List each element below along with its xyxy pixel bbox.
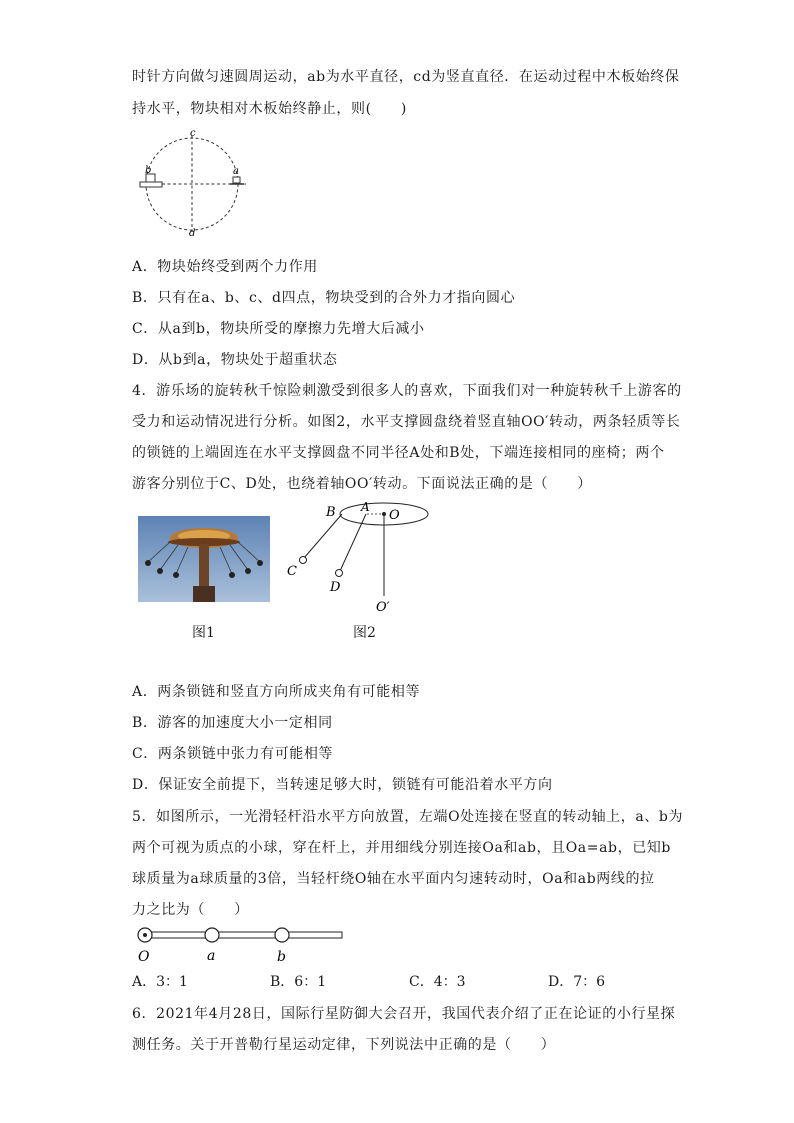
figure-2-caption: 图2 (353, 625, 376, 641)
q3-option-a: A．物块始终受到两个力作用 (132, 259, 318, 275)
q5-option-d: D．7：6 (548, 974, 606, 990)
q4-text-line-1: 4．游乐场的旋转秋千惊险刺激受到很多人的喜欢，下面我们对一种旋转秋千上游客的 (132, 383, 682, 399)
point-d (336, 570, 343, 577)
swing-ride-photo (138, 516, 270, 602)
label-a: a (233, 166, 239, 177)
q6-text-line-2: 测任务。关于开普勒行星运动定律，下列说法中正确的是（ ） (132, 1037, 556, 1053)
q5-option-a: A．3：1 (132, 974, 188, 990)
label-fig2-O-prime: O′ (376, 600, 390, 615)
q3-text-line-1: 时针方向做匀速圆周运动，ab为水平直径，cd为竖直直径．在运动过程中木板始终保 (132, 69, 680, 85)
q4-text-line-2: 受力和运动情况进行分析。如图2，水平支撑圆盘绕着竖直轴OO′转动，两条轻质等长 (132, 414, 681, 430)
board-left (140, 182, 162, 187)
figure-1-caption: 图1 (192, 625, 215, 641)
q3-option-c: C．从a到b，物块所受的摩擦力先增大后减小 (132, 321, 425, 337)
q3-circle-diagram (136, 128, 256, 240)
q5-text-line-3: 球质量为a球质量的3倍，当轻杆绕O轴在水平面内匀速转动时，Oa和ab两线的拉 (132, 871, 655, 887)
swing-schematic (282, 496, 442, 618)
q4-text-line-3: 的锁链的上端固连在水平支撑圆盘不同半径A处和B处，下端连接相同的座椅；两个 (132, 445, 665, 461)
label-rod-O: O (138, 949, 150, 965)
q6-text-line-1: 6．2021年4月28日，国际行星防御大会召开，我国代表介绍了正在论证的小行星探 (132, 1006, 676, 1022)
ball-a (205, 928, 219, 942)
label-rod-a: a (207, 948, 216, 964)
q4-option-d: D．保证安全前提下，当转速足够大时，锁链有可能沿着水平方向 (132, 777, 553, 793)
label-fig2-O: O (389, 508, 400, 523)
label-b: b (145, 165, 152, 176)
block-right (233, 177, 240, 183)
label-rod-b: b (277, 949, 286, 965)
q3-option-d: D．从b到a，物块处于超重状态 (132, 352, 338, 368)
q5-text-line-1: 5．如图所示，一光滑轻杆沿水平方向放置，左端O处连接在竖直的转动轴上，a、b为 (132, 809, 684, 825)
point-c (300, 557, 307, 564)
label-c: c (190, 128, 196, 139)
q3-option-b: B．只有在a、b、c、d四点，物块受到的合外力才指向圆心 (132, 290, 516, 306)
q4-option-b: B．游客的加速度大小一定相同 (132, 715, 333, 731)
q4-text-line-4: 游客分别位于C、D处，也绕着轴OO′转动。下面说法正确的是（ ） (132, 476, 592, 492)
label-fig2-C: C (287, 564, 297, 579)
q4-option-a: A．两条锁链和竖直方向所成夹角有可能相等 (132, 684, 421, 700)
q4-option-c: C．两条锁链中张力有可能相等 (132, 746, 334, 762)
q3-text-line-2: 持水平，物块相对木板始终静止，则( ) (132, 101, 407, 117)
q5-text-line-4: 力之比为（ ） (132, 902, 249, 918)
rod-diagram (132, 922, 352, 966)
q5-text-line-2: 两个可视为质点的小球，穿在杆上，并用细线分别连接Oa和ab，且Oa=ab，已知b (132, 840, 671, 856)
label-d: d (189, 228, 196, 239)
ball-b (275, 928, 289, 942)
label-fig2-D: D (330, 580, 341, 595)
q5-option-c: C．4：3 (409, 974, 466, 990)
q5-option-b: B．6：1 (270, 974, 327, 990)
label-fig2-A: A (361, 500, 370, 514)
label-fig2-B: B (326, 505, 336, 520)
